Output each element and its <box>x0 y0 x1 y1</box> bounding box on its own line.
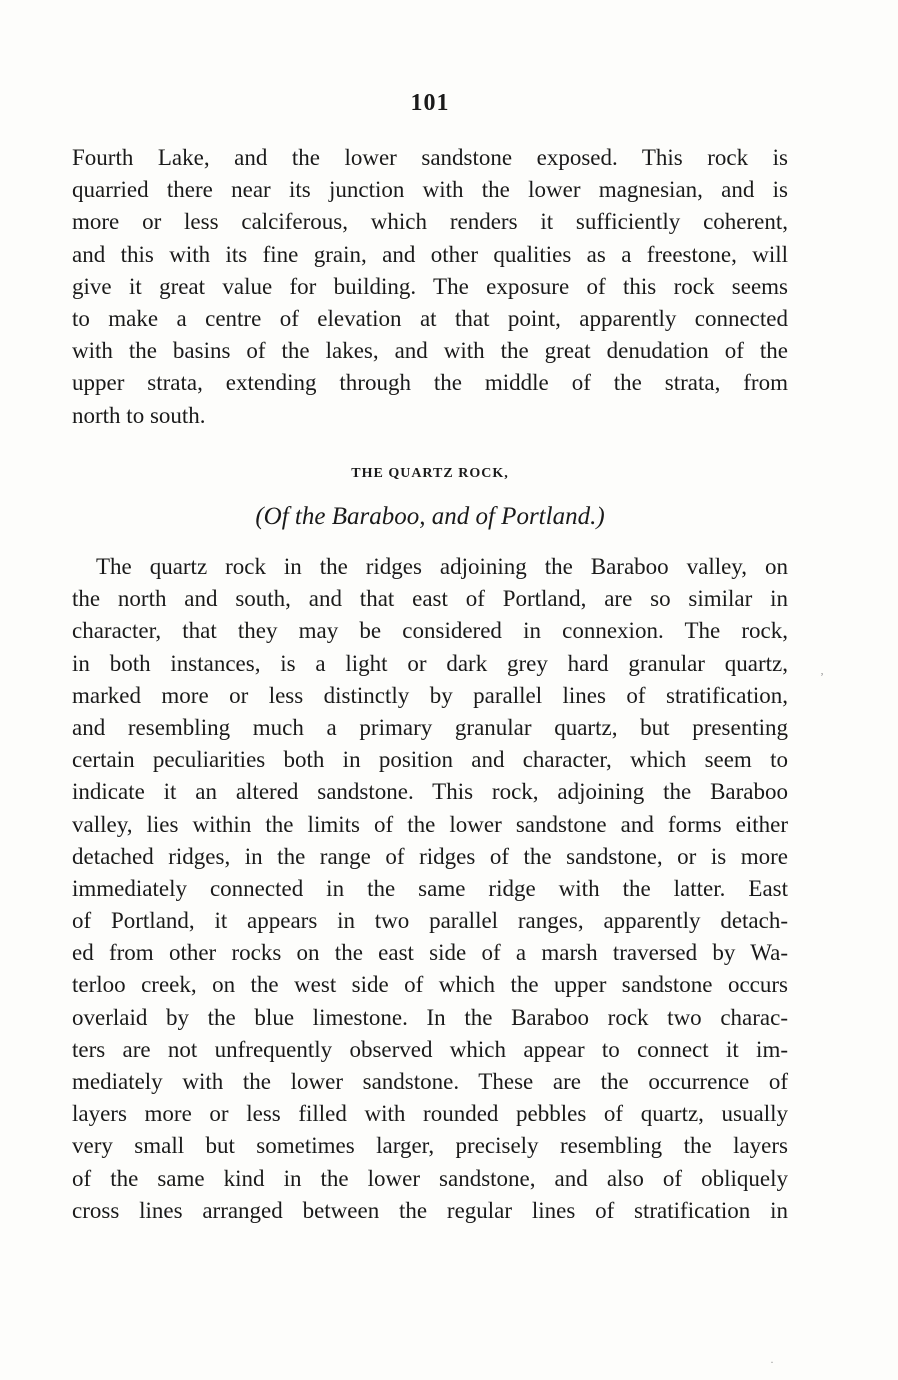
text-line: and this with its fine grain, and other qualities as a freestone, will <box>72 241 788 267</box>
text-line: and resembling much a primary granular quartz, but presenting <box>72 714 788 740</box>
text-line: north to south. <box>72 402 206 428</box>
text-line: quarried there near its junction with the lower magnesian, and is <box>72 177 788 203</box>
text-line: cross lines arranged between the regular lines of stratification in <box>72 1197 788 1223</box>
text-line: give it great value for building. The exposure of this rock seems <box>72 273 788 299</box>
text-line: with the basins of the lakes, and with the great denudation of the <box>72 338 788 364</box>
text-line: overlaid by the blue limestone. In the Baraboo rock two charac- <box>72 1004 788 1030</box>
text-line: to make a centre of elevation at that point, apparently connected <box>72 305 788 331</box>
section-title: THE QUARTZ ROCK, <box>351 466 509 481</box>
text-line: character, that they may be considered in connexion. The rock, <box>72 618 788 644</box>
text-line: in both instances, is a light or dark grey hard granular quartz, <box>72 650 788 676</box>
text-line: marked more or less distinctly by parallel lines of stratification, <box>72 682 788 708</box>
paragraph-fourth-lake <box>72 142 788 432</box>
text-line: very small but sometimes larger, precisely resembling the layers <box>72 1133 788 1159</box>
text-line: of the same kind in the lower sandstone, and also of obliquely <box>72 1165 788 1191</box>
text-line: mediately with the lower sandstone. These are the occurrence of <box>72 1069 788 1094</box>
section-subtitle: (Of the Baraboo, and of Portland.) <box>255 503 605 530</box>
text-line: certain peculiarities both in position and character, which seem to <box>72 747 788 773</box>
text-line: of Portland, it appears in two parallel ranges, apparently detach- <box>72 908 788 934</box>
text-line: Fourth Lake, and the lower sandstone exposed. This rock is <box>72 145 788 170</box>
text-line: layers more or less filled with rounded pebbles of quartz, usually <box>72 1101 788 1127</box>
text-line: valley, lies within the limits of the lower sandstone and forms either <box>72 811 788 837</box>
print-speck: ʼ <box>820 670 824 684</box>
text-line: the north and south, and that east of Portland, are so similar in <box>72 586 788 612</box>
text-line: ters are not unfrequently observed which appear to connect it im- <box>72 1036 788 1062</box>
text-line: The quartz rock in the ridges adjoining the Baraboo valley, on <box>96 554 788 579</box>
text-line: immediately connected in the same ridge with the latter. East <box>72 875 788 901</box>
page-number: 101 <box>410 90 450 116</box>
text-line: ed from other rocks on the east side of a marsh traversed by Wa- <box>72 940 788 966</box>
paragraph-quartz-rock <box>72 551 788 1227</box>
text-line: more or less calciferous, which renders it sufficiently coherent, <box>72 209 788 235</box>
text-line: upper strata, extending through the middle of the strata, from <box>72 370 788 396</box>
text-line: indicate it an altered sandstone. This rock, adjoining the Baraboo <box>72 779 788 805</box>
text-line: terloo creek, on the west side of which the upper sandstone occurs <box>72 972 788 998</box>
print-speck: · <box>770 1355 774 1369</box>
text-line: detached ridges, in the range of ridges of the sandstone, or is more <box>72 843 788 869</box>
